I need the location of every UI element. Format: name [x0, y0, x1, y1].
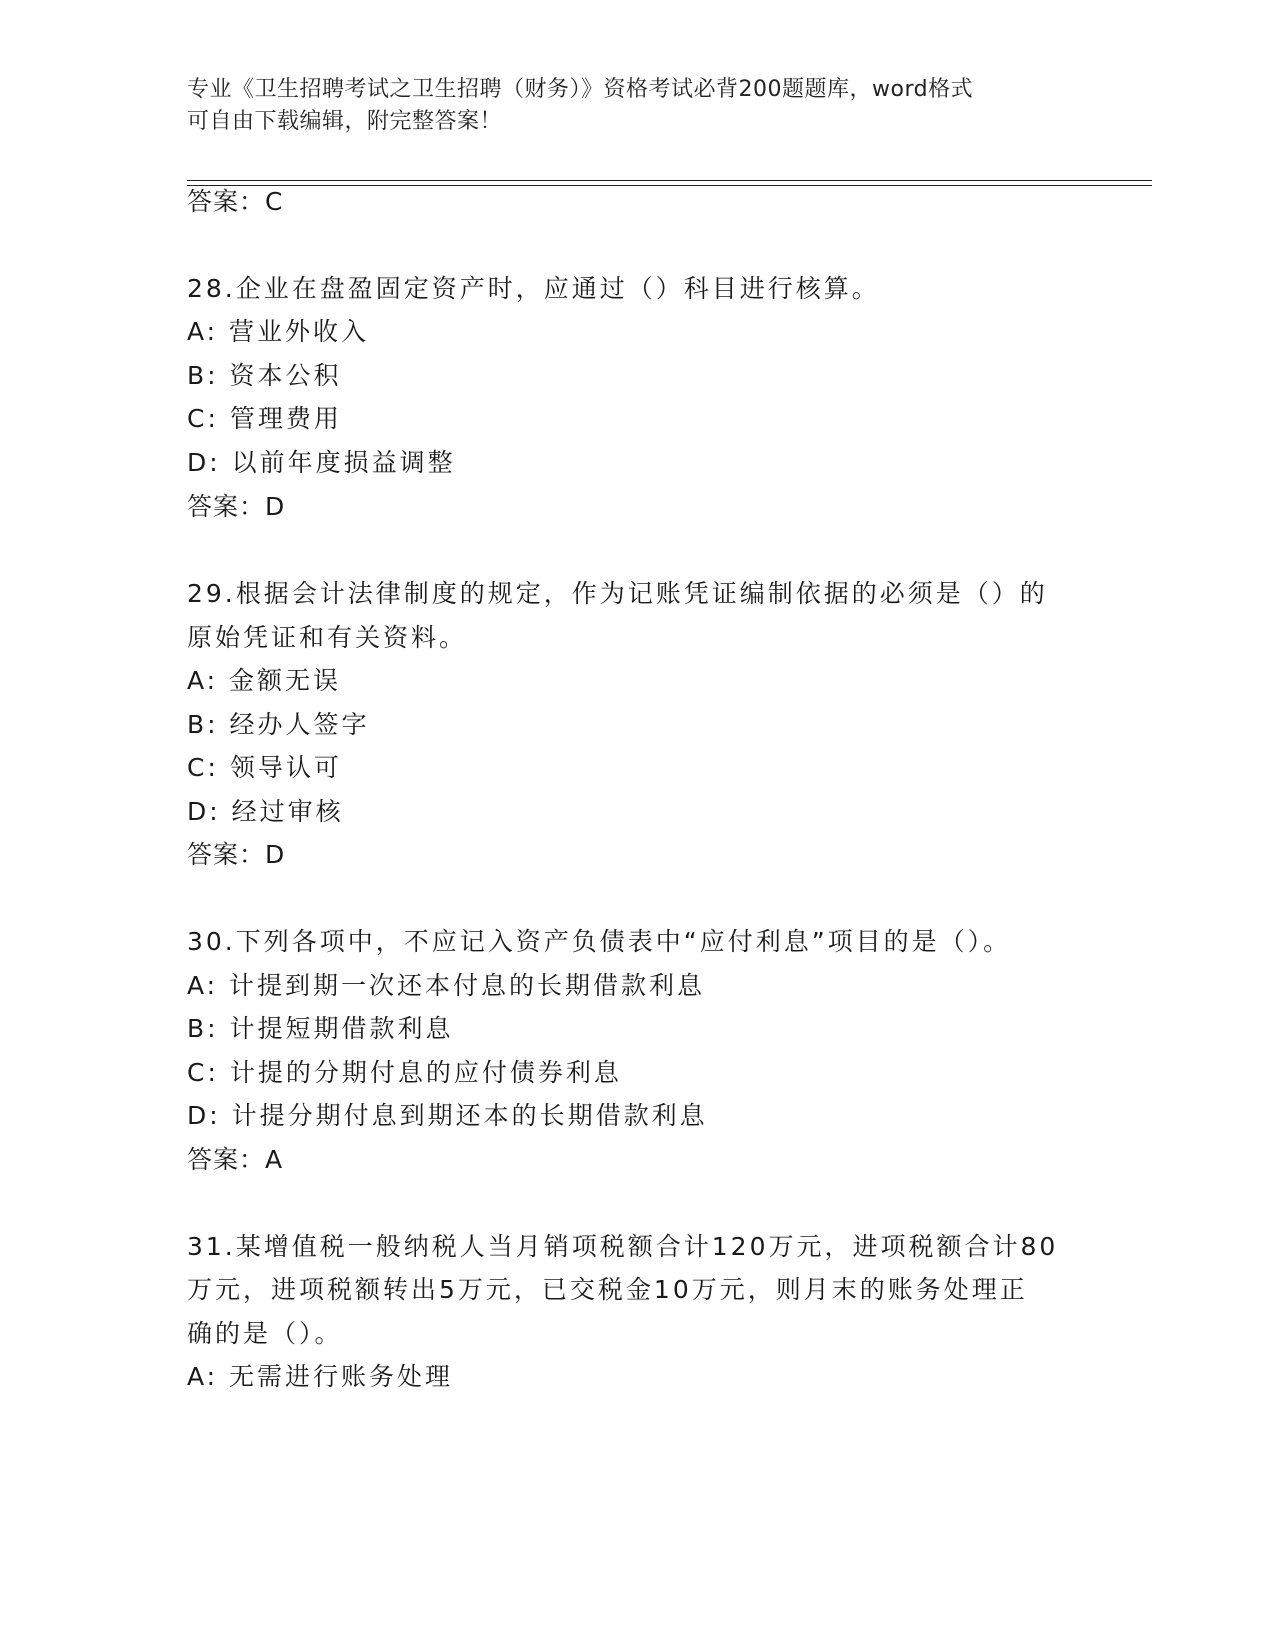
- question-30-option-b: B: 计提短期借款利息: [187, 1014, 454, 1043]
- question-29-stem-line-1: 29.根据会计法律制度的规定，作为记账凭证编制依据的必须是（）的: [187, 579, 1048, 608]
- question-31-option-a: A: 无需进行账务处理: [187, 1362, 454, 1391]
- question-29-stem-line-2: 原始凭证和有关资料。: [187, 623, 468, 652]
- question-29-option-a: A: 金额无误: [187, 666, 342, 695]
- question-31-stem-line-2: 万元，进项税额转出5万元，已交税金10万元，则月末的账务处理正: [187, 1275, 1028, 1304]
- question-30-option-a: A: 计提到期一次还本付息的长期借款利息: [187, 971, 706, 1000]
- question-28-option-b: B: 资本公积: [187, 361, 342, 390]
- question-29-answer: 答案：D: [187, 840, 286, 869]
- question-30-option-d: D: 计提分期付息到期还本的长期借款利息: [187, 1101, 708, 1130]
- header-divider-top: [187, 180, 1152, 181]
- question-30-option-c: C: 计提的分期付息的应付债券利息: [187, 1058, 622, 1087]
- header-divider-bottom: [187, 185, 1152, 186]
- question-30-stem: 30.下列各项中，不应记入资产负债表中“应付利息”项目的是（）。: [187, 927, 1012, 956]
- previous-answer: 答案：C: [187, 187, 284, 216]
- header-line-2: 可自由下载编辑，附完整答案！: [187, 109, 503, 134]
- header-line-1: 专业《卫生招聘考试之卫生招聘（财务）》资格考试必背200题题库，word格式: [187, 77, 974, 102]
- question-28-stem: 28.企业在盘盈固定资产时，应通过（）科目进行核算。: [187, 274, 880, 303]
- question-28-option-a: A: 营业外收入: [187, 317, 370, 346]
- question-29-option-b: B: 经办人签字: [187, 710, 370, 739]
- question-30-answer: 答案：A: [187, 1145, 284, 1174]
- question-29-option-d: D: 经过审核: [187, 797, 344, 826]
- question-28-option-d: D: 以前年度损益调整: [187, 448, 456, 477]
- question-28-answer: 答案：D: [187, 492, 286, 521]
- question-28-option-c: C: 管理费用: [187, 404, 342, 433]
- question-31-stem-line-3: 确的是（）。: [187, 1319, 343, 1348]
- question-29-option-c: C: 领导认可: [187, 753, 342, 782]
- question-31-stem-line-1: 31.某增值税一般纳税人当月销项税额合计120万元，进项税额合计80: [187, 1232, 1059, 1261]
- document-header: [187, 74, 1067, 138]
